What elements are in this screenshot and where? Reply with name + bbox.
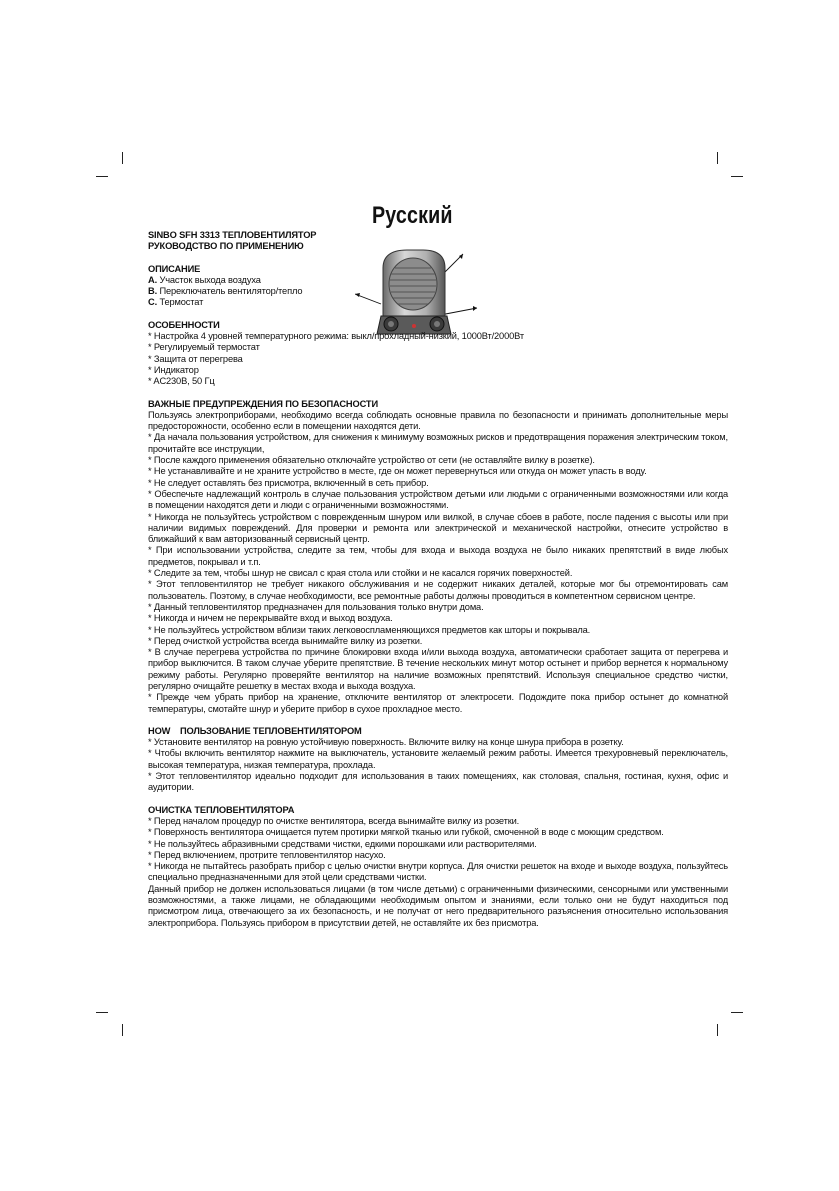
page-title: Русский: [372, 202, 453, 229]
manual-subtitle: РУКОВОДСТВО ПО ПРИМЕНЕНИЮ: [148, 241, 304, 252]
usage-heading: HOW ПОЛЬЗОВАНИЕ ТЕПЛОВЕНТИЛЯТОРОМ: [148, 725, 362, 736]
safety-paragraph: * Прежде чем убрать прибор на хранение, отключите вентилятор от электросети. Подождите пока прибор остынет до комнатной температуры, смотайте шнур и уберите прибор в сухое прохладное место.: [148, 692, 728, 714]
cleaning-paragraph: * Поверхность вентилятора очищается путем протирки мягкой тканью или губкой, смоченной в воде с моющим средством.: [148, 827, 664, 838]
safety-paragraph: * В случае перегрева устройства по причине блокировки входа и/или выхода воздуха, автоматически сработает защита от перегрева и прибор выключится. В таком случае уберите препятствие. В течение нескольких минут мотор остынет и прибор вернется к нормальному режиму работы. Регулярно проверяйте вентилятор на наличие возможных препятствий. Используя специальное средство чистки, регулярно очищайте решетку в местах входа и выхода воздуха.: [148, 647, 728, 691]
crop-mark: [731, 1012, 743, 1013]
safety-paragraph: * Следите за тем, чтобы шнур не свисал с края стола или стойки и не касался горячих поверхностей.: [148, 568, 573, 579]
description-heading: ОПИСАНИЕ: [148, 263, 201, 274]
manual-content: [148, 230, 728, 929]
cleaning-paragraph: * Не пользуйтесь абразивными средствами чистки, едкими порошками или растворителями.: [148, 838, 537, 849]
feature-item: * Индикатор: [148, 364, 199, 375]
safety-paragraph: * Никогда не пользуйтесь устройством с поврежденным шнуром или вилкой, в случае сбоев в работе, после падения с высоты или при наличии видимых повреждений. Для проверки и ремонта или электрической и механической настройки, отнесите устройство в ближайший к вам авторизованный сервисный центр.: [148, 511, 728, 545]
cleaning-paragraph: * Никогда не пытайтесь разобрать прибор с целью очистки внутри корпуса. Для очистки решеток на входе и выходе воздуха, пользуйтесь специально предназначенными для этой цели средствами чистки.: [148, 861, 728, 883]
safety-paragraph: * Да начала пользования устройством, для снижения к минимуму возможных рисков и предотвращения поражения электрическим током, прочитайте все инструкции,: [148, 432, 728, 454]
crop-mark: [717, 1024, 718, 1036]
safety-heading: ВАЖНЫЕ ПРЕДУПРЕЖДЕНИЯ ПО БЕЗОПАСНОСТИ: [148, 398, 378, 409]
cleaning-paragraph: Данный прибор не должен использоваться лицами (в том числе детьми) с ограниченными физическими, сенсорными или умственными возможностями, а также лицами, не обладающими необходимым опытом и знаниями, если только они не будут находиться под присмотром лица, отвечающего за их безопасность, и не получат от него предварительного разъяснения относительно использования электроприбора. Пользуясь прибором в присутствии детей, не оставляйте их без присмотра.: [148, 883, 728, 928]
safety-paragraph: * Не устанавливайте и не храните устройство в месте, где он может перевернуться или откуда он может упасть в воду.: [148, 466, 647, 477]
crop-mark: [122, 1024, 123, 1036]
description-item: C. Термостат: [148, 297, 204, 308]
safety-paragraph: * Перед очисткой устройства всегда вынимайте вилку из розетки.: [148, 635, 423, 646]
description-item: A. Участок выхода воздуха: [148, 274, 261, 285]
crop-mark: [731, 176, 743, 177]
feature-item: * Регулируемый термостат: [148, 342, 260, 353]
safety-paragraph: * Никогда и ничем не перекрывайте вход и выход воздуха.: [148, 613, 393, 624]
safety-paragraph: * Данный тепловентилятор предназначен для пользования только внутри дома.: [148, 601, 484, 612]
crop-mark: [717, 152, 718, 164]
safety-paragraph: * Не следует оставлять без присмотра, включенный в сеть прибор.: [148, 477, 429, 488]
crop-mark: [122, 152, 123, 164]
usage-paragraph: * Этот тепловентилятор идеально подходит для использования в таких помещениях, как столовая, спальня, гостиная, кухня, офис и аудитории.: [148, 771, 728, 793]
safety-paragraph: * При использовании устройства, следите за тем, чтобы для входа и выхода воздуха не было никаких препятствий в виде любых предметов, покрывал и т.п.: [148, 545, 728, 567]
safety-paragraph: * После каждого применения обязательно отключайте устройство от сети (не оставляйте вилку в розетке).: [148, 455, 595, 466]
crop-mark: [96, 176, 108, 177]
feature-item: * AC230В, 50 Гц: [148, 376, 215, 387]
feature-item: * Защита от перегрева: [148, 353, 243, 364]
cleaning-paragraph: * Перед началом процедур по очистке вентилятора, всегда вынимайте вилку из розетки.: [148, 815, 520, 826]
description-item: B. Переключатель вентилятор/тепло: [148, 286, 303, 297]
safety-paragraph: Пользуясь электроприборами, необходимо всегда соблюдать основные правила по безопасности и принимать дополнительные меры предосторожности, особенно если в помещении находятся дети.: [148, 409, 728, 432]
cleaning-paragraph: * Перед включением, протрите тепловентилятор насухо.: [148, 849, 386, 860]
feature-item: * Настройка 4 уровней температурного режима: выкл/прохладный-низкий, 1000Вт/2000Вт: [148, 331, 524, 342]
cleaning-heading: ОЧИСТКА ТЕПЛОВЕНТИЛЯТОРА: [148, 804, 295, 815]
crop-mark: [96, 1012, 108, 1013]
features-heading: ОСОБЕННОСТИ: [148, 319, 220, 330]
product-title: SINBO SFH 3313 ТЕПЛОВЕНТИЛЯТОР: [148, 230, 317, 240]
usage-paragraph: * Установите вентилятор на ровную устойчивую поверхность. Включите вилку на конце шнура прибора в розетку.: [148, 737, 624, 748]
safety-paragraph: * Не пользуйтесь устройством вблизи таких легковоспламеняющихся предметов как шторы и покрывала.: [148, 624, 591, 635]
safety-paragraph: * Этот тепловентилятор не требует никакого обслуживания и не содержит никаких деталей, которые мог бы отремонтировать сам пользователь. Поэтому, в случае необходимости, все ремонтные работы должны проводиться в компетентном сервисном центре.: [148, 579, 728, 601]
usage-paragraph: * Чтобы включить вентилятор нажмите на выключатель, установите желаемый режим работы. Имеется трехуровневый переключатель, высокая температура, низкая температура, прохлада.: [148, 748, 728, 770]
safety-paragraph: * Обеспечьте надлежащий контроль в случае пользования устройством детьми или людьми с ограниченными возможностями или когда в помещении находятся дети и люди с ограниченными возможностями.: [148, 488, 728, 511]
